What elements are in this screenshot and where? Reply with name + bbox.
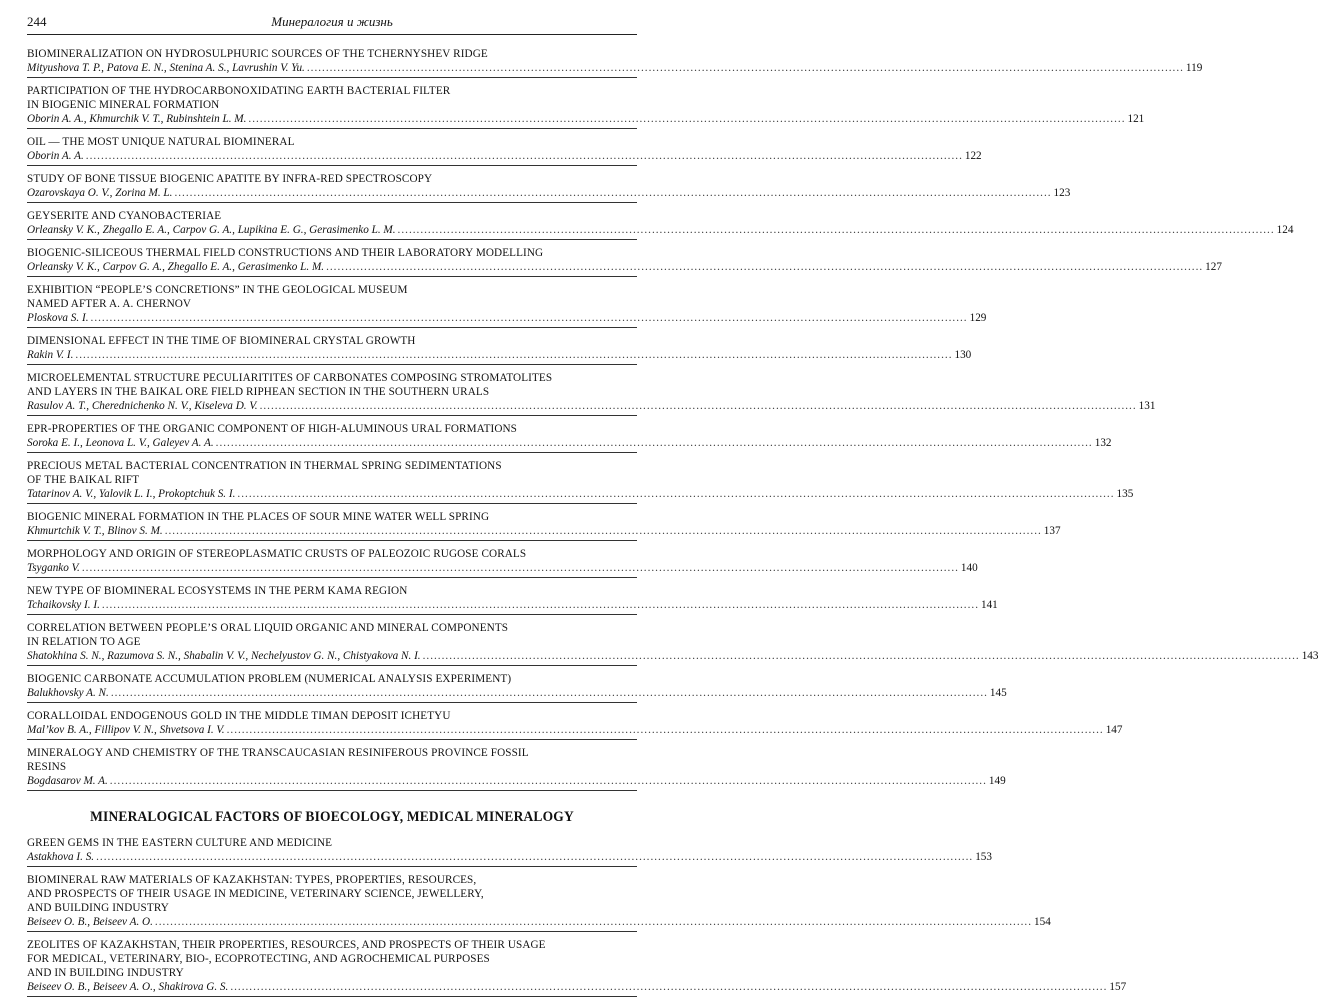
entry-authors-row xyxy=(27,850,992,864)
entry-authors: Oborin A. A. xyxy=(27,150,84,162)
entry-authors: Tchaikovsky I. I. xyxy=(27,599,100,611)
entry-title-line: AND LAYERS IN THE BAIKAL ORE FIELD RIPHEAN SECTION IN THE SOUTHERN URALS xyxy=(27,386,490,398)
entry-title xyxy=(27,584,637,598)
entry-authors: Astakhova I. S. xyxy=(27,851,95,863)
entry-title xyxy=(27,334,637,348)
entry-page-number: 140 xyxy=(960,562,978,574)
entry-page-number: 122 xyxy=(964,150,982,162)
entry-authors: Mal’kov B. A., Fillipov V. N., Shvetsova I. V. xyxy=(27,724,225,736)
dot-leader xyxy=(111,686,988,700)
section-heading: MINERALOGICAL FACTORS OF BIOECOLOGY, MEDICAL MINERALOGY xyxy=(90,809,574,825)
toc-entries xyxy=(27,47,1318,791)
entry-title xyxy=(27,547,637,561)
entry-title-line: FOR MEDICAL, VETERINARY, BIO-, ECOPROTECTING, AND AGROCHEMICAL PURPOSES xyxy=(27,953,490,965)
entry-title xyxy=(27,209,637,223)
entry-authors-row xyxy=(27,980,1127,994)
entry-authors-row xyxy=(27,915,1051,929)
entry-page-number: 145 xyxy=(989,687,1007,699)
toc-entry xyxy=(27,746,1006,791)
entry-title-line: AND PROSPECTS OF THEIR USAGE IN MEDICINE, VETERINARY SCIENCE, JEWELLERY, xyxy=(27,888,484,900)
dot-leader xyxy=(102,598,979,612)
dot-leader xyxy=(110,774,987,788)
entry-title xyxy=(27,135,637,149)
toc-entry xyxy=(27,584,998,615)
toc-entry xyxy=(27,938,1127,997)
toc-entry xyxy=(27,47,1203,78)
dot-leader xyxy=(86,149,963,163)
entry-page-number: 141 xyxy=(980,599,998,611)
entry-title xyxy=(27,371,637,399)
entry-authors: Rasulov A. T., Cherednichenko N. V., Kiseleva D. V. xyxy=(27,400,258,412)
entry-page-number: 153 xyxy=(975,851,992,863)
dot-leader xyxy=(96,850,973,864)
entry-page-number: 127 xyxy=(1205,261,1222,273)
entry-authors-row xyxy=(27,561,978,575)
toc-entry xyxy=(27,172,1071,203)
dot-leader xyxy=(174,186,1051,200)
entry-title-line: AND BUILDING INDUSTRY xyxy=(27,902,169,914)
entry-title-line: MORPHOLOGY AND ORIGIN OF STEREOPLASMATIC CRUSTS OF PALEOZOIC RUGOSE CORALS xyxy=(27,548,527,560)
dot-leader xyxy=(91,311,968,325)
entry-authors-row xyxy=(27,112,1145,126)
entry-title-line: PARTICIPATION OF THE HYDROCARBONOXIDATING EARTH BACTERIAL FILTER xyxy=(27,85,451,97)
toc-entry xyxy=(27,621,1318,666)
entry-title xyxy=(27,746,637,774)
entry-authors-row xyxy=(27,524,1061,538)
toc-entry xyxy=(27,246,1222,277)
entry-page-number: 119 xyxy=(1185,62,1203,74)
entry-authors: Oborin A. A., Khmurchik V. T., Rubinshtein L. M. xyxy=(27,113,247,125)
entry-authors: Orleansky V. K., Carpov G. A., Zhegallo E. A., Gerasimenko L. M. xyxy=(27,261,325,273)
toc-entry xyxy=(27,873,1051,932)
entry-page-number: 129 xyxy=(969,312,987,324)
entry-title-line: GREEN GEMS IN THE EASTERN CULTURE AND MEDICINE xyxy=(27,837,333,849)
entry-page-number: 137 xyxy=(1043,525,1061,537)
entry-title xyxy=(27,621,637,649)
entry-title-line: IN BIOGENIC MINERAL FORMATION xyxy=(27,99,220,111)
entry-title-line: BIOGENIC MINERAL FORMATION IN THE PLACES OF SOUR MINE WATER WELL SPRING xyxy=(27,511,490,523)
entry-title-line: MICROELEMENTAL STRUCTURE PECULIARITITES OF CARBONATES COMPOSING STROMATOLITES xyxy=(27,372,553,384)
toc-entry xyxy=(27,334,972,365)
dot-leader xyxy=(82,561,959,575)
entry-title xyxy=(27,709,637,723)
dot-leader xyxy=(423,649,1300,663)
toc-entry xyxy=(27,422,1112,453)
entry-page-number: 154 xyxy=(1034,916,1051,928)
toc-entry xyxy=(27,84,1145,129)
entry-title-line: OIL — THE MOST UNIQUE NATURAL BIOMINERAL xyxy=(27,136,295,148)
entry-page-number: 143 xyxy=(1301,650,1318,662)
toc-entry xyxy=(27,371,1156,416)
entry-authors: Soroka E. I., Leonova L. V., Galeyev A. A. xyxy=(27,437,214,449)
entry-title-line: EPR-PROPERTIES OF THE ORGANIC COMPONENT OF HIGH-ALUMINOUS URAL FORMATIONS xyxy=(27,423,518,435)
entry-page-number: 147 xyxy=(1105,724,1123,736)
entry-authors: Ploskova S. I. xyxy=(27,312,89,324)
dot-leader xyxy=(75,348,952,362)
entry-page-number: 149 xyxy=(988,775,1006,787)
entry-authors-row xyxy=(27,436,1112,450)
entry-page-number: 121 xyxy=(1127,113,1145,125)
toc-entry xyxy=(27,209,1294,240)
entry-page-number: 131 xyxy=(1138,400,1156,412)
entry-authors: Orleansky V. K., Zhegallo E. A., Carpov G. A., Lupikina E. G., Gerasimenko L. M. xyxy=(27,224,396,236)
entry-title-line: GEYSERITE AND CYANOBACTERIAE xyxy=(27,210,222,222)
entry-authors: Ozarovskaya O. V., Zorina M. L. xyxy=(27,187,173,199)
dot-leader xyxy=(216,436,1093,450)
entry-title xyxy=(27,672,637,686)
toc-entry xyxy=(27,547,978,578)
dot-leader xyxy=(307,61,1184,75)
entry-title xyxy=(27,246,637,260)
entry-authors: Tsyganko V. xyxy=(27,562,80,574)
entry-authors: Shatokhina S. N., Razumova S. N., Shabalin V. V., Nechelyustov G. N., Chistyakova N. I. xyxy=(27,650,421,662)
dot-leader xyxy=(326,260,1203,274)
entry-title-line: RESINS xyxy=(27,761,67,773)
entry-title xyxy=(27,84,637,112)
entry-title xyxy=(27,459,637,487)
entry-page-number: 124 xyxy=(1276,224,1294,236)
entry-authors-row xyxy=(27,61,1203,75)
entry-authors-row xyxy=(27,598,998,612)
entry-page-number: 157 xyxy=(1109,981,1127,993)
toc-entry xyxy=(27,135,982,166)
entry-title xyxy=(27,938,637,980)
entry-authors-row xyxy=(27,487,1134,501)
entry-authors-row xyxy=(27,723,1123,737)
entry-authors-row xyxy=(27,649,1318,663)
entry-title-line: BIOMINERALIZATION ON HYDROSULPHURIC SOURCES OF THE TCHERNYSHEV RIDGE xyxy=(27,48,488,60)
entry-page-number: 130 xyxy=(954,349,972,361)
page-number: 244 xyxy=(27,14,47,29)
entry-title xyxy=(27,510,637,524)
entry-title-line: CORALLOIDAL ENDOGENOUS GOLD IN THE MIDDLE TIMAN DEPOSIT ICHETYU xyxy=(27,710,451,722)
entry-authors-row xyxy=(27,399,1156,413)
entry-title-line: ZEOLITES OF KAZAKHSTAN, THEIR PROPERTIES, RESOURCES, AND PROSPECTS OF THEIR USAGE xyxy=(27,939,546,951)
entry-title-line: MINERALOGY AND CHEMISTRY OF THE TRANSCAUCASIAN RESINIFEROUS PROVINCE FOSSIL xyxy=(27,747,529,759)
dot-leader xyxy=(248,112,1125,126)
toc-page xyxy=(27,14,1318,1003)
entry-title-line: PRECIOUS METAL BACTERIAL CONCENTRATION IN THERMAL SPRING SEDIMENTATIONS xyxy=(27,460,502,472)
entry-title xyxy=(27,873,637,915)
entry-authors-row xyxy=(27,260,1222,274)
entry-title-line: STUDY OF BONE TISSUE BIOGENIC APATITE BY INFRA-RED SPECTROSCOPY xyxy=(27,173,433,185)
toc-entry xyxy=(27,709,1123,740)
entry-title-line: DIMENSIONAL EFFECT IN THE TIME OF BIOMINERAL CRYSTAL GROWTH xyxy=(27,335,416,347)
entry-title-line: AND IN BUILDING INDUSTRY xyxy=(27,967,184,979)
entry-authors-row xyxy=(27,348,972,362)
entry-title-line: EXHIBITION “PEOPLE’S CONCRETIONS” IN THE GEOLOGICAL MUSEUM xyxy=(27,284,408,296)
entry-authors-row xyxy=(27,686,1007,700)
dot-leader xyxy=(237,487,1114,501)
entry-title-line: CORRELATION BETWEEN PEOPLE’S ORAL LIQUID ORGANIC AND MINERAL COMPONENTS xyxy=(27,622,509,634)
entry-authors-row xyxy=(27,774,1006,788)
entry-authors: Rakin V. I. xyxy=(27,349,74,361)
section-toc-entries xyxy=(27,836,1127,997)
entry-title-line: NEW TYPE OF BIOMINERAL ECOSYSTEMS IN THE PERM KAMA REGION xyxy=(27,585,408,597)
toc-entry xyxy=(27,459,1134,504)
entry-title xyxy=(27,836,637,850)
entry-authors: Balukhovsky A. N. xyxy=(27,687,109,699)
entry-authors-row xyxy=(27,149,982,163)
dot-leader xyxy=(230,980,1107,994)
dot-leader xyxy=(260,399,1137,413)
dot-leader xyxy=(165,524,1042,538)
entry-title-line: BIOGENIC-SILICEOUS THERMAL FIELD CONSTRUCTIONS AND THEIR LABORATORY MODELLING xyxy=(27,247,544,259)
toc-entry xyxy=(27,672,1007,703)
entry-authors: Beiseev O. B., Beiseev A. O., Shakirova G. S. xyxy=(27,981,229,993)
entry-title-line: BIOMINERAL RAW MATERIALS OF KAZAKHSTAN: TYPES, PROPERTIES, RESOURCES, xyxy=(27,874,477,886)
entry-authors: Khmurtchik V. T., Blinov S. M. xyxy=(27,525,163,537)
entry-authors: Mityushova T. P., Patova E. N., Stenina A. S., Lavrushin V. Yu. xyxy=(27,62,305,74)
header-rule xyxy=(27,34,637,35)
toc-entry xyxy=(27,510,1061,541)
entry-title-line: NAMED AFTER A. A. CHERNOV xyxy=(27,298,192,310)
entry-authors-row xyxy=(27,311,987,325)
entry-title xyxy=(27,47,637,61)
running-header xyxy=(27,14,637,32)
entry-title xyxy=(27,422,637,436)
entry-title-line: BIOGENIC CARBONATE ACCUMULATION PROBLEM (NUMERICAL ANALYSIS EXPERIMENT) xyxy=(27,673,512,685)
dot-leader xyxy=(155,915,1032,929)
entry-authors: Tatarinov A. V., Yalovik L. I., Prokoptchuk S. I. xyxy=(27,488,236,500)
entry-page-number: 123 xyxy=(1053,187,1071,199)
dot-leader xyxy=(227,723,1104,737)
entry-title xyxy=(27,172,637,186)
entry-authors-row xyxy=(27,186,1071,200)
entry-page-number: 132 xyxy=(1094,437,1112,449)
toc-entry xyxy=(27,283,987,328)
entry-authors: Bogdasarov M. A. xyxy=(27,775,108,787)
entry-title xyxy=(27,283,637,311)
dot-leader xyxy=(398,223,1275,237)
toc-entry xyxy=(27,836,992,867)
entry-authors: Beiseev O. B., Beiseev A. O. xyxy=(27,916,153,928)
entry-title-line: OF THE BAIKAL RIFT xyxy=(27,474,140,486)
entry-authors-row xyxy=(27,223,1294,237)
entry-page-number: 135 xyxy=(1116,488,1134,500)
entry-title-line: IN RELATION TO AGE xyxy=(27,636,141,648)
running-title: Минералогия и жизнь xyxy=(271,14,393,29)
